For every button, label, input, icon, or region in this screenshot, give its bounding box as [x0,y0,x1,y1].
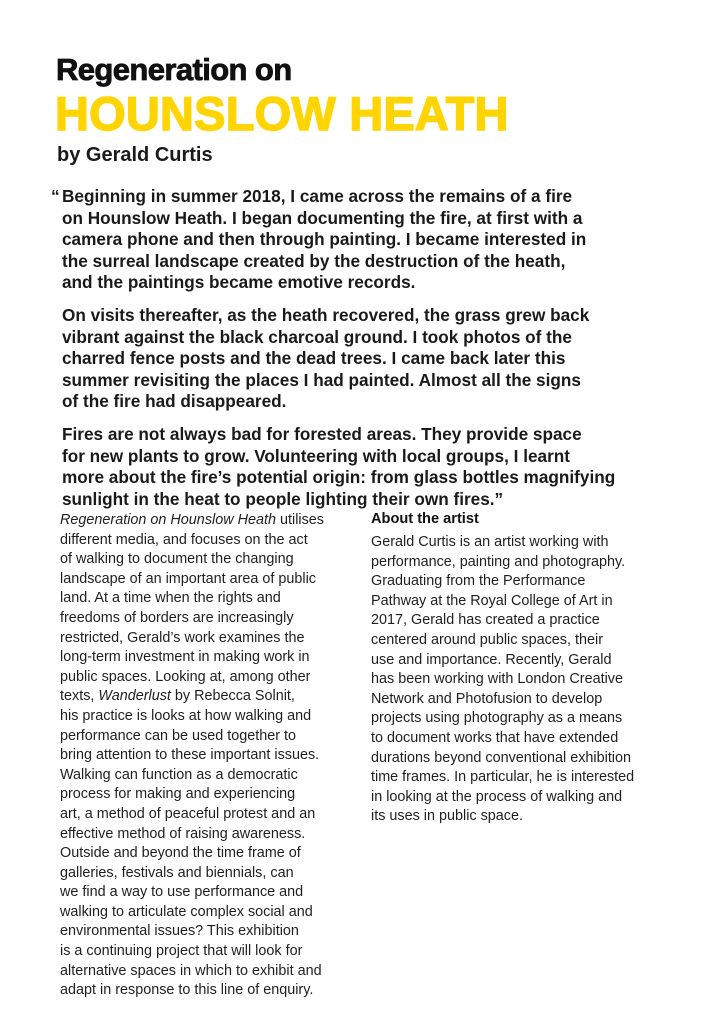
artist-quote [51,186,662,521]
author-byline: by Gerald Curtis [57,144,213,166]
bio-line: durations beyond conventional exhibition [371,749,632,766]
bio-line: Graduating from the Performance [371,573,586,590]
description-line: adapt in response to this line of enquiry. [60,982,314,999]
about-the-artist [371,509,701,827]
description-line: bring attention to these important issues. [60,747,320,764]
bio-line: Network and Photofusion to develop [371,690,603,707]
description-line: restricted, Gerald’s work examines the [60,629,305,646]
description-line: of walking to document the changing [60,551,294,568]
quote-line: Beginning in summer 2018, I came across the remains of a fire [62,186,573,206]
bio-line: Pathway at the Royal College of Art in [371,592,613,609]
bio-line: use and importance. Recently, Gerald [371,651,612,668]
quote-line: summer revisiting the places I had painted. Almost all the signs [62,369,581,390]
description-line: we find a way to use performance and [60,884,304,901]
description-line: alternative spaces in which to exhibit and [60,962,322,979]
bio-line: in looking at the process of walking and [371,788,623,805]
description-line: his practice is looks at how walking and [60,707,312,724]
description-line: art, a method of peaceful protest and an [60,805,316,822]
quote-line: more about the fire’s potential origin: from glass bottles magnifying [62,467,616,488]
description-line: Outside and beyond the time frame of [60,845,301,862]
description-line [60,511,360,531]
description-text: utilises [276,512,325,528]
quote-line: charred fence posts and the dead trees. I came back later this [62,348,566,369]
title-line-1: Regeneration on [56,52,292,87]
quote-paragraph-1 [62,186,662,294]
description-line: performance can be used together to [60,727,296,744]
description-line: public spaces. Looking at, among other [60,668,311,685]
bio-line: 2017, Gerald has created a practice [371,612,600,629]
bio-line: projects using photography as a means [371,710,623,727]
quote-line: sunlight in the heat to people lighting their own fires.” [62,488,504,509]
quote-line: Fires are not always bad for forested areas. They provide space [62,423,582,444]
description-line: different media, and focuses on the act [60,531,308,548]
description-line: is a continuing project that will look for [60,943,303,960]
bio-line: has been working with London Creative [371,671,623,688]
bio-line: to document works that have extended [371,729,619,746]
description-line: long-term investment in making work in [60,649,310,666]
quote-paragraph-2 [62,305,662,413]
bio-line: time frames. In particular, he is interested [371,769,635,786]
quote-line: the surreal landscape created by the destruction of the heath, [62,250,566,271]
description-line: process for making and experiencing [60,786,296,803]
bio-line: its uses in public space. [371,808,523,825]
description-line: galleries, festivals and biennials, can [60,864,294,881]
title-line-2-highlight: HOUNSLOW HEATH [55,87,509,140]
description-line [60,687,360,707]
quote-line: and the paintings became emotive records. [62,272,416,293]
description-line: Walking can function as a democratic [60,766,298,783]
exhibition-description [60,511,360,1001]
about-heading: About the artist [371,511,479,527]
quote-line: for new plants to grow. Volunteering with local groups, I learnt [62,445,571,466]
quote-line: of the fire had disappeared. [62,391,287,412]
description-line: freedoms of borders are increasingly [60,609,294,626]
open-quote-mark: “ [51,186,60,206]
quote-line: camera phone and then through painting. I became interested in [62,229,587,250]
description-line: walking to articulate complex social and [60,903,313,920]
bio-line: centered around public spaces, their [371,631,603,648]
quote-paragraph-3 [62,424,662,510]
quote-line: on Hounslow Heath. I began documenting the fire, at first with a [62,207,583,228]
book-title-italic: Wanderlust [98,688,171,705]
description-line: environmental issues? This exhibition [60,923,299,940]
quote-line: On visits thereafter, as the heath recovered, the grass grew back [62,304,590,325]
description-text: texts, [60,688,99,705]
bio-line: Gerald Curtis is an artist working with [371,534,609,550]
description-line: landscape of an important area of public [60,570,316,587]
description-line: land. At a time when the rights and [60,590,281,607]
description-text: by Rebecca Solnit, [170,688,295,705]
quote-line: vibrant against the black charcoal ground. I took photos of the [62,326,572,347]
description-line: effective method of raising awareness. [60,825,306,842]
exhibition-title-italic: Regeneration on Hounslow Heath [60,512,277,528]
bio-line: performance, painting and photography. [371,553,626,570]
